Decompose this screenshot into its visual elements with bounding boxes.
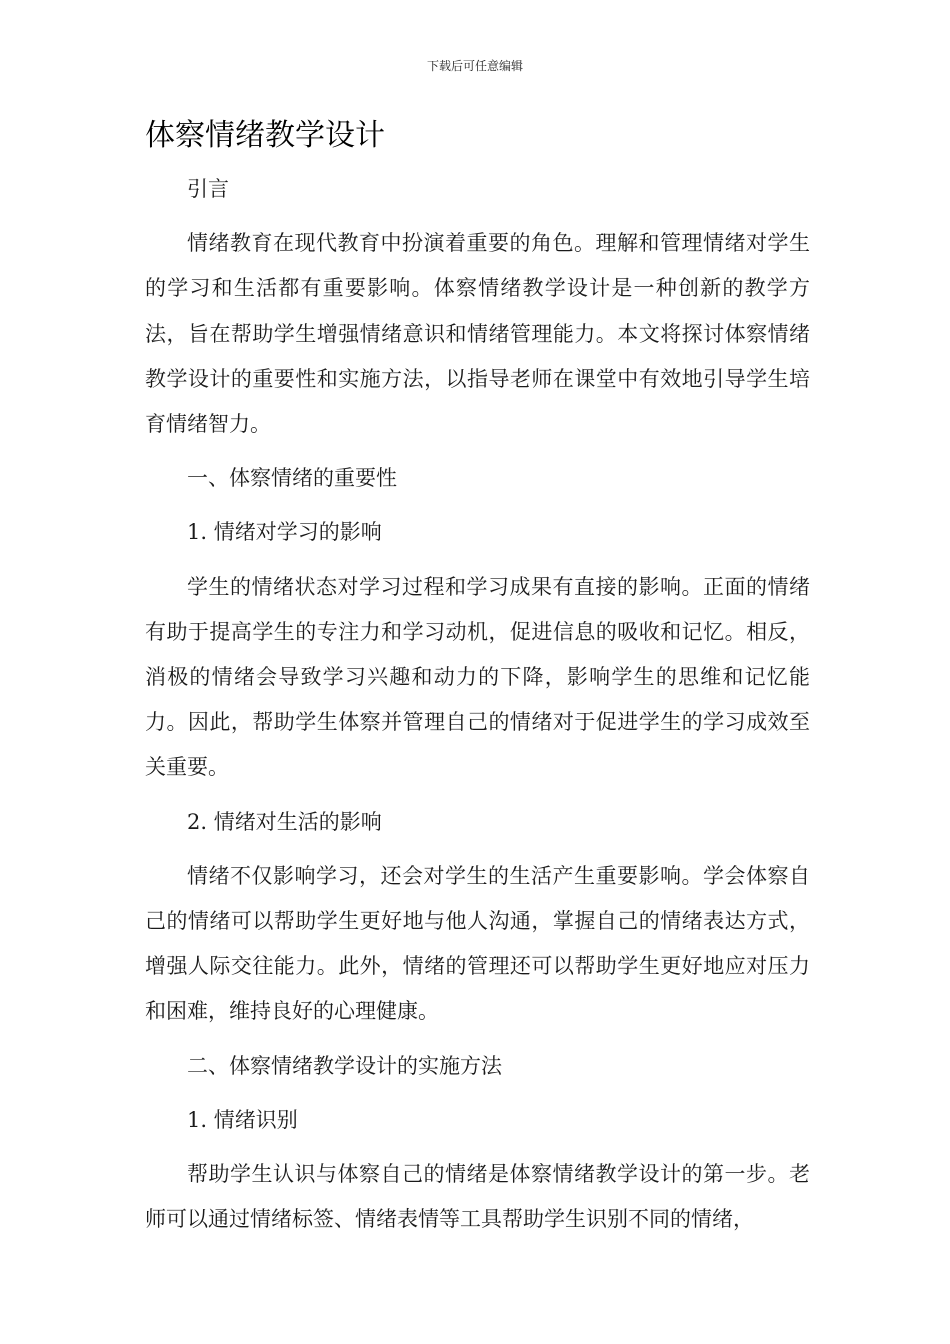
document-title: 体察情绪教学设计 xyxy=(145,118,385,153)
section-heading-importance: 一、体察情绪的重要性 xyxy=(187,466,397,491)
paragraph-emotion-recognition: 帮助学生认识与体察自己的情绪是体察情绪教学设计的第一步。老师可以通过情绪标签、情绪表情等工具帮助学生识别不同的情绪， xyxy=(145,1162,810,1232)
paragraph-learning-impact: 学生的情绪状态对学习过程和学习成果有直接的影响。正面的情绪有助于提高学生的专注力和学习动机，促进信息的吸收和记忆。相反，消极的情绪会导致学习兴趣和动力的下降，影响学生的思维和记忆能力。因此，帮助学生体察并管理自己的情绪对于促进学生的学习成效至关重要。 xyxy=(145,574,810,780)
subheading-learning-impact: 1. 情绪对学习的影响 xyxy=(187,520,382,545)
intro-paragraph: 情绪教育在现代教育中扮演着重要的角色。理解和管理情绪对学生的学习和生活都有重要影响。体察情绪教学设计是一种创新的教学方法，旨在帮助学生增强情绪意识和情绪管理能力。本文将探讨体察情绪教学设计的重要性和实施方法，以指导老师在课堂中有效地引导学生培育情绪智力。 xyxy=(145,231,810,437)
paragraph-life-impact: 情绪不仅影响学习，还会对学生的生活产生重要影响。学会体察自己的情绪可以帮助学生更好地与他人沟通，掌握自己的情绪表达方式，增强人际交往能力。此外，情绪的管理还可以帮助学生更好地应对压力和困难，维持良好的心理健康。 xyxy=(145,863,810,1024)
section-heading-methods: 二、体察情绪教学设计的实施方法 xyxy=(187,1053,502,1078)
subheading-life-impact: 2. 情绪对生活的影响 xyxy=(187,809,382,834)
intro-heading: 引言 xyxy=(187,177,229,201)
subheading-emotion-recognition: 1. 情绪识别 xyxy=(187,1107,298,1132)
page-header-note: 下载后可任意编辑 xyxy=(426,59,523,73)
document-body xyxy=(145,167,810,1251)
